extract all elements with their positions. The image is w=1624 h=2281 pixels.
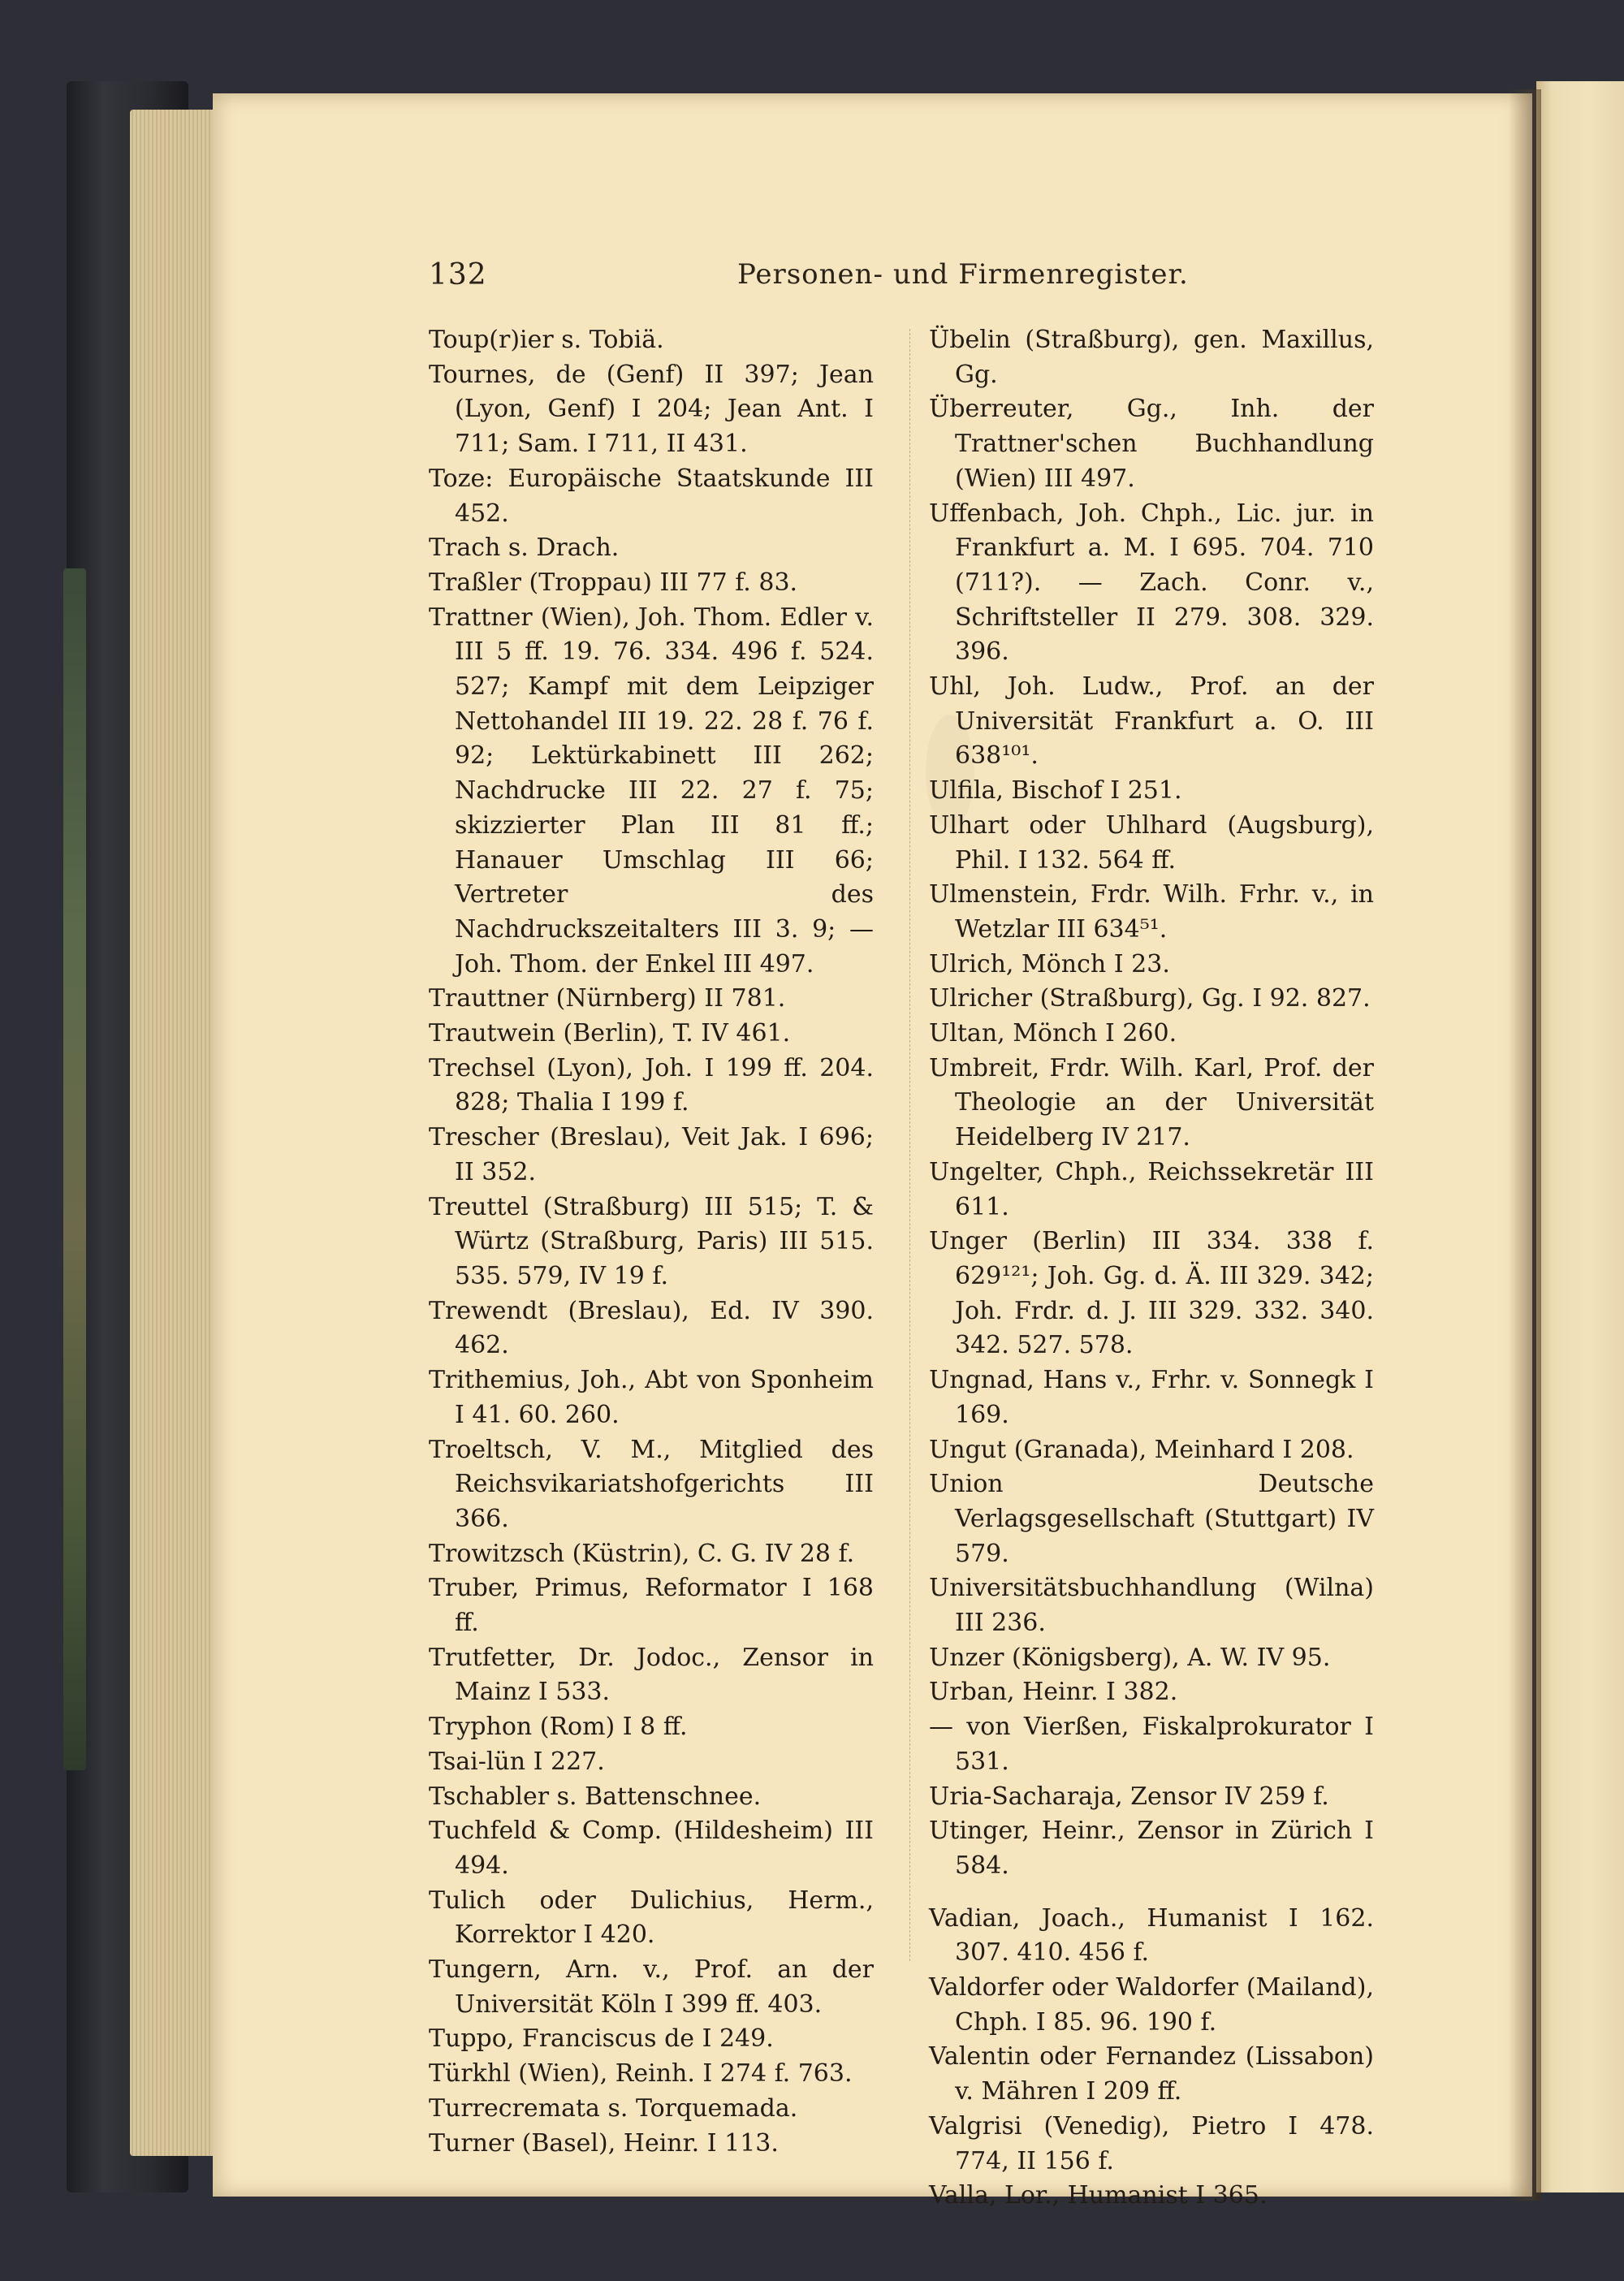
running-title: Personen- und Firmenregister. [737,258,1189,291]
index-entry: Tsai-lün I 227. [429,1747,605,1776]
index-entry: Trechsel (Lyon), Joh. I 199 ff. 204. 828; Thalia I 199 f. [429,1053,874,1117]
index-entry: Valentin oder Fernandez (Lissabon) v. Mähren I 209 ff. [929,2042,1374,2106]
index-entry: Überreuter, Gg., Inh. der Trattner'schen Buchhandlung (Wien) III 497. [929,395,1374,493]
index-entry: Union Deutsche Verlagsgesellschaft (Stuttgart) IV 579. [929,1470,1374,1568]
index-entry: Ulfila, Bischof I 251. [929,776,1182,806]
cover-marbled-strip [63,568,86,1770]
index-entry: Treuttel (Straßburg) III 515; T. & Würtz (Straßburg, Paris) III 515. 535. 579, IV 19 f. [429,1192,874,1290]
index-entry: Turner (Basel), Heinr. I 113. [429,2128,779,2158]
index-entry: Ungelter, Chph., Reichssekretär III 611. [929,1157,1374,1221]
index-entry: Valgrisi (Venedig), Pietro I 478. 774, II 156 f. [929,2111,1374,2175]
index-entry: Tryphon (Rom) I 8 ff. [429,1713,688,1742]
index-entry: Trautwein (Berlin), T. IV 461. [429,1019,791,1048]
index-entry: Tschabler s. Battenschnee. [429,1782,762,1811]
index-entry: Unzer (Königsberg), A. W. IV 95. [929,1643,1331,1672]
index-entry: Traßler (Troppau) III 77 f. 83. [429,568,798,597]
index-entry: Tournes, de (Genf) II 397; Jean (Lyon, Genf) I 204; Jean Ant. I 711; Sam. I 711, II 431. [429,360,874,459]
index-column-left [429,323,874,2161]
index-entry: Trattner (Wien), Joh. Thom. Edler v. III 5 ff. 19. 76. 334. 496 f. 524. 527; Kampf mit dem Leipziger Nettohandel III 19. 22. 28 f. 76 f. 92; Lektürkabinett III 262; Nachdrucke III 22. 27 f. 75; skizzierter Plan III 81 ff.; Hanauer Umschlag III 66; Vertreter des Nachdruckszeitalters III 3. 9; — Joh. Thom. der Enkel III 497. [429,603,874,978]
page-edges [130,110,219,2156]
index-entry: Tungern, Arn. v., Prof. an der Universität Köln I 399 ff. 403. [429,1955,874,2019]
page-header [429,258,1392,299]
index-entry: Universitätsbuchhandlung (Wilna) III 236. [929,1574,1374,1638]
index-entry: Ulricher (Straßburg), Gg. I 92. 827. [929,984,1371,1013]
facing-page-edge [1536,81,1624,2192]
index-entry: Troeltsch, V. M., Mitglied des Reichsvikariatshofgerichts III 366. [429,1435,874,1533]
index-entry: Umbreit, Frdr. Wilh. Karl, Prof. der Theologie an der Universität Heidelberg IV 217. [929,1053,1374,1152]
index-entry: Ultan, Mönch I 260. [929,1019,1177,1048]
index-entry: Trauttner (Nürnberg) II 781. [429,984,786,1013]
index-entry: Ulhart oder Uhlhard (Augsburg), Phil. I 132. 564 ff. [929,810,1374,875]
index-entry: Trewendt (Breslau), Ed. IV 390. 462. [429,1296,874,1360]
index-entry: Ungnad, Hans v., Frhr. v. Sonnegk I 169. [929,1366,1374,1429]
index-entry: Türkhl (Wien), Reinh. I 274 f. 763. [429,2059,853,2089]
index-entry: Tulich oder Dulichius, Herm., Korrektor I 420. [429,1886,874,1950]
index-entry: Ungut (Granada), Meinhard I 208. [929,1435,1354,1464]
index-entry: Uria-Sacharaja, Zensor IV 259 f. [929,1782,1329,1811]
index-entry: Übelin (Straßburg), gen. Maxillus, Gg. [929,326,1374,389]
index-entry: Truber, Primus, Reformator I 168 ff. [429,1574,874,1638]
index-entry: Tuppo, Franciscus de I 249. [429,2024,774,2054]
index-entry: Urban, Heinr. I 382. [929,1678,1178,1707]
index-entry: Uhl, Joh. Ludw., Prof. an der Universität Frankfurt a. O. III 638¹⁰¹. [929,672,1374,771]
index-entry: Utinger, Heinr., Zensor in Zürich I 584. [929,1817,1374,1880]
index-entry: Trescher (Breslau), Veit Jak. I 696; II 352. [429,1123,874,1186]
index-entry: Toup(r)ier s. Tobiä. [429,326,664,354]
index-entry: Ulrich, Mönch I 23. [929,949,1170,978]
index-entry: Vadian, Joach., Humanist I 162. 307. 410. 456 f. [929,1903,1374,1968]
index-entry: Unger (Berlin) III 334. 338 f. 629¹²¹; Joh. Gg. d. Ä. III 329. 342; Joh. Frdr. d. J. III 329. 332. 340. 342. 527. 578. [929,1227,1374,1360]
page-number: 132 [429,258,487,292]
index-entry: Turrecremata s. Torquemada. [429,2093,798,2123]
gutter-shadow [1509,89,1541,2201]
index-column-right [929,323,1374,2214]
index-entry: Uffenbach, Joh. Chph., Lic. jur. in Frankfurt a. M. I 695. 704. 710 (711?). — Zach. Conr. v., Schriftsteller II 279. 308. 329. 396. [929,499,1374,667]
index-entry: Trowitzsch (Küstrin), C. G. IV 28 f. [429,1539,855,1568]
index-entry: — von Vierßen, Fiskalprokurator I 531. [929,1713,1374,1776]
index-entry: Ulmenstein, Frdr. Wilh. Frhr. v., in Wetzlar III 634⁵¹. [929,880,1374,944]
index-entry: Valdorfer oder Waldorfer (Mailand), Chph. I 85. 96. 190 f. [929,1973,1374,2037]
index-entry: Trutfetter, Dr. Jodoc., Zensor in Mainz I 533. [429,1643,874,1707]
index-entry: Toze: Europäische Staatskunde III 452. [429,464,874,528]
index-entry: Trach s. Drach. [429,534,620,563]
index-entry: Trithemius, Joh., Abt von Sponheim I 41. 60. 260. [429,1366,874,1429]
index-entry: Tuchfeld & Comp. (Hildesheim) III 494. [429,1817,874,1880]
column-divider [909,329,910,1961]
index-entry: Valla, Lor., Humanist I 365. [929,2181,1268,2210]
